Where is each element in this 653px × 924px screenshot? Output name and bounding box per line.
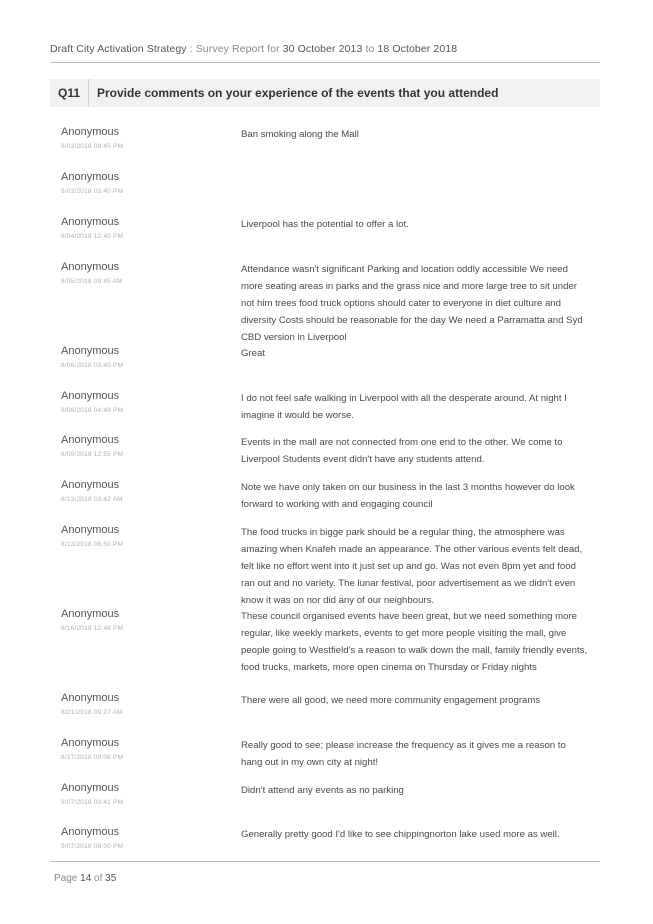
response-datetime: 8/04/2018 12:40 PM — [61, 233, 124, 240]
response-datetime: 8/03/2018 03:40 PM — [61, 188, 124, 195]
report-header — [50, 43, 600, 55]
response-comment: Ban smoking along the Mall — [241, 129, 359, 140]
question-text: Provide comments on your experience of the events that you attended — [97, 86, 499, 100]
question-number: Q11 — [50, 79, 89, 107]
respondent-name: Anonymous — [61, 216, 120, 228]
footer-divider — [50, 861, 600, 862]
response-comment: Events in the mall are not connected from one end to the other. We come to Liverpool Students event didn't have any students attend. — [241, 437, 563, 465]
respondent-name: Anonymous — [61, 126, 120, 138]
response-comment: Generally pretty good I'd like to see chippingnorton lake used more as well. — [241, 829, 560, 840]
respondent-name: Anonymous — [61, 524, 120, 536]
respondent-name: Anonymous — [61, 345, 120, 357]
respondent-name: Anonymous — [61, 434, 120, 446]
response-datetime: 8/03/2018 08:45 PM — [61, 143, 124, 150]
page-of: of — [91, 873, 106, 884]
response-datetime: 8/13/2018 03:42 AM — [61, 496, 123, 503]
response-datetime: 8/06/2018 04:49 PM — [61, 407, 124, 414]
date-from: 30 October 2013 — [282, 43, 363, 55]
response-datetime: 9/07/2018 08:00 PM — [61, 843, 124, 850]
page-indicator — [54, 873, 116, 884]
respondent-name: Anonymous — [61, 782, 120, 794]
respondent-name: Anonymous — [61, 608, 120, 620]
page-number: 14 — [80, 873, 92, 884]
report-label: Survey Report for — [195, 43, 283, 55]
page-total: 35 — [105, 873, 117, 884]
respondent-name: Anonymous — [61, 692, 120, 704]
response-datetime: 8/13/2018 06:50 PM — [61, 541, 124, 548]
header-separator: : — [186, 43, 196, 55]
response-datetime: 9/07/2018 03:41 PM — [61, 799, 124, 806]
question-bar — [50, 79, 600, 107]
respondent-name: Anonymous — [61, 737, 120, 749]
respondent-name: Anonymous — [61, 261, 120, 273]
response-comment: Great — [241, 348, 265, 359]
response-datetime: 8/06/2018 03:45 PM — [61, 362, 124, 369]
response-comment: These council organised events have been great, but we need something more regular, like weekly markets, events to get more people visiting the mall, give people going to Westfield's a reason to walk down the mall, family friendly events, food trucks, markets, more open cinema on Thursday or Friday nights — [241, 611, 588, 673]
header-divider — [50, 62, 600, 63]
date-to-word: to — [362, 43, 378, 55]
response-datetime: 8/16/2018 12:46 PM — [61, 625, 124, 632]
response-datetime: 8/05/2018 09:45 AM — [61, 278, 123, 285]
response-comment: Attendance wasn't significant Parking and location oddly accessible We need more seating areas in parks and the grass nice and more large tree to sit under not him trees food truck options should cater to everyone in diet culture and diversity Costs should be reasonable for the day We need a Parramatta and Syd CBD version in Liverpool — [241, 264, 583, 343]
date-to: 18 October 2018 — [377, 43, 458, 55]
respondent-name: Anonymous — [61, 171, 120, 183]
response-comment: The food trucks in bigge park should be a regular thing, the atmosphere was amazing when Knafeh made an appearance. The other various events felt dead, felt like no effort went into it just set up and go. Was not even 8pm yet and food ran out and no variety. The lunar festival, poor advertisement as we didn't even know it was on nor did any of our neighbours. — [241, 527, 583, 606]
response-comment: Liverpool has the potential to offer a lot. — [241, 219, 409, 230]
response-datetime: 8/27/2018 09:08 PM — [61, 754, 124, 761]
response-comment: Note we have only taken on our business in the last 3 months however do look forward to working with and engaging council — [241, 482, 575, 510]
response-comment: I do not feel safe walking in Liverpool with all the desperate around. At night I imagine it would be worse. — [241, 393, 567, 421]
page-label: Page — [54, 873, 81, 884]
respondent-name: Anonymous — [61, 479, 120, 491]
respondent-name: Anonymous — [61, 390, 120, 402]
response-datetime: 8/21/2018 09:27 AM — [61, 709, 123, 716]
response-datetime: 8/09/2018 12:55 PM — [61, 451, 124, 458]
report-title: Draft City Activation Strategy — [50, 43, 187, 55]
response-comment: There were all good, we need more community engagement programs — [241, 695, 541, 706]
response-comment: Really good to see; please increase the frequency as it gives me a reason to hang out in my own city at night! — [241, 740, 566, 768]
response-comment: Didn't attend any events as no parking — [241, 785, 404, 796]
respondent-name: Anonymous — [61, 826, 120, 838]
